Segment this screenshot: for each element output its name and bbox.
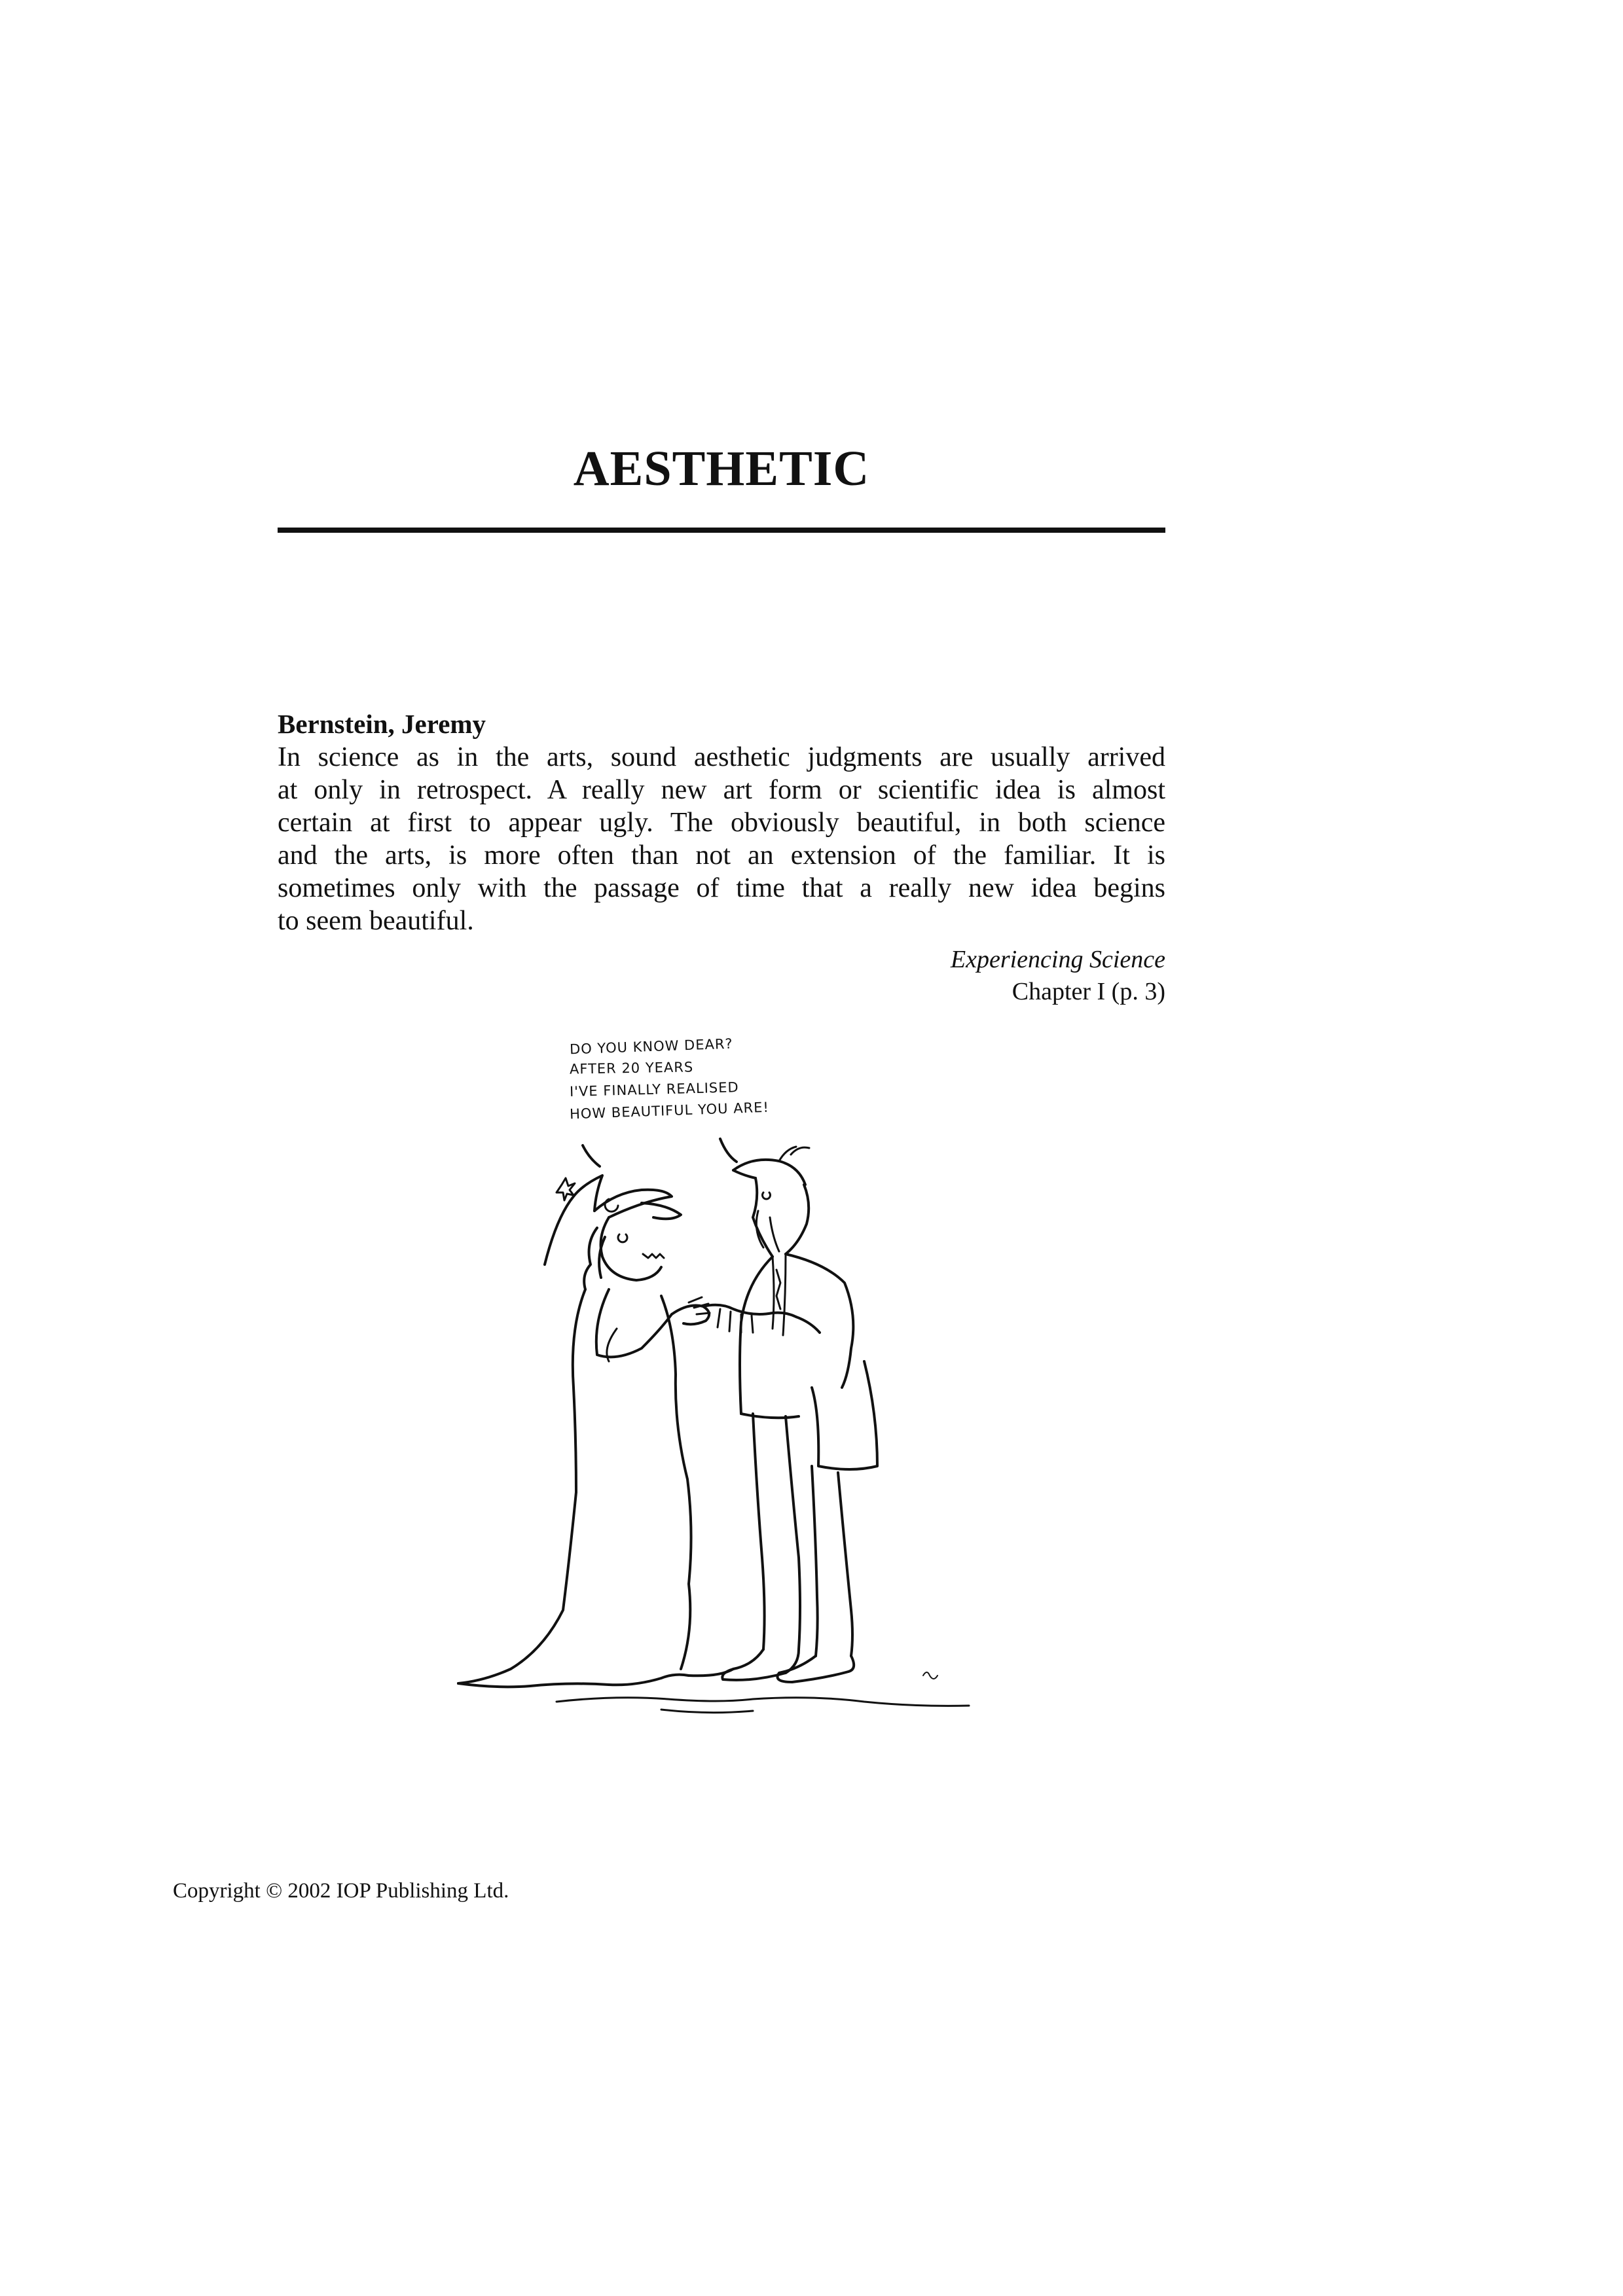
quote-line: sometimes only with the passage of time that a really new idea begins (278, 873, 1165, 903)
quote-text (278, 741, 1165, 937)
speech-line: DO YOU KNOW DEAR? (569, 1035, 733, 1058)
cartoon-illustration-icon (445, 1021, 1008, 1728)
title-rule (278, 528, 1165, 533)
copyright-notice: Copyright © 2002 IOP Publishing Ltd. (173, 1879, 509, 1903)
quote-line: and the arts, is more often than not an extension of the familiar. It is (278, 840, 1165, 870)
source-location: Chapter I (p. 3) (1012, 978, 1165, 1005)
quote-author: Bernstein, Jeremy (278, 709, 486, 739)
quote-line: In science as in the arts, sound aesthetic judgments are usually arrived (278, 742, 1165, 772)
quote-line: at only in retrospect. A really new art form or scientific idea is almost (278, 775, 1165, 805)
quote-line: certain at first to appear ugly. The obviously beautiful, in both science (278, 808, 1165, 838)
speech-line: I'VE FINALLY REALISED (569, 1079, 739, 1100)
source-book: Experiencing Science (950, 946, 1165, 973)
quote-line: to seem beautiful. (278, 906, 474, 936)
speech-line: HOW BEAUTIFUL YOU ARE! (569, 1099, 770, 1122)
cartoon-speech (570, 1035, 769, 1122)
page-title: AESTHETIC (573, 441, 870, 496)
speech-line: AFTER 20 YEARS (569, 1059, 694, 1077)
